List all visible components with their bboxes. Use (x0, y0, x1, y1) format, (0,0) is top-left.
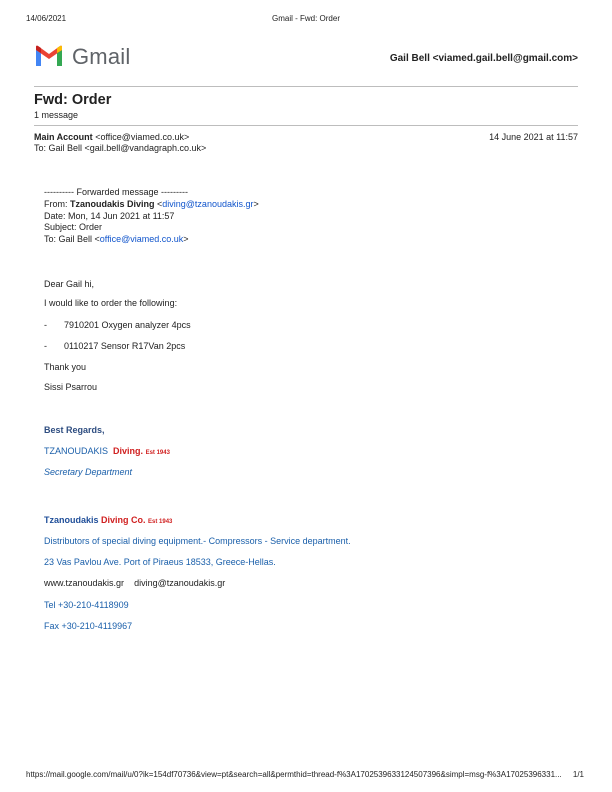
account-email: Gail Bell <viamed.gail.bell@gmail.com> (389, 53, 578, 64)
print-page: 1/1 (572, 770, 584, 779)
message-to: To: Gail Bell <gail.bell@vandagraph.co.uk> (34, 143, 207, 153)
letter-thanks: Thank you (44, 362, 87, 372)
forwarded-header: ---------- Forwarded message --------- (44, 187, 188, 197)
signature-fax: Fax +30-210-4119967 (44, 621, 133, 631)
signature-tagline: Distributors of special diving equipment.- Compressors - Service department. (44, 536, 351, 546)
forwarded-to-email[interactable]: office@viamed.co.uk (99, 234, 184, 244)
message-date: 14 June 2021 at 11:57 (489, 132, 578, 142)
letter-sender: Sissi Psarrou (44, 382, 98, 392)
signature-tel: Tel +30-210-4118909 (44, 600, 129, 610)
forwarded-sender-name: Tzanoudakis Diving (70, 199, 155, 209)
forwarded-from-label: From: (44, 199, 70, 209)
message-body (44, 0, 564, 792)
letter-greeting: Dear Gail hi, (44, 279, 95, 289)
list-bullet: - (44, 320, 47, 330)
forwarded-from-close: > (253, 199, 259, 209)
signature-address: 23 Vas Pavlou Ave. Port of Piraeus 18533, Greece-Hellas. (44, 557, 276, 567)
company-est: Est 1943 (145, 450, 170, 456)
list-item-text: 7910201 Oxygen analyzer 4pcs (64, 320, 191, 330)
forwarded-to-label: To: Gail Bell < (44, 234, 100, 244)
signature-company (44, 446, 170, 459)
forwarded-from-open: < (154, 199, 163, 209)
forwarded-to (44, 234, 189, 245)
thread-subject: Fwd: Order (34, 92, 112, 108)
sender-name: Main Account (34, 132, 93, 142)
signature-website[interactable]: www.tzanoudakis.gr (44, 578, 125, 588)
signature-email[interactable]: diving@tzanoudakis.gr (134, 578, 226, 588)
signature-company-2 (44, 515, 172, 528)
print-date: 14/06/2021 (26, 14, 67, 23)
company-name: TZANOUDAKIS (44, 446, 109, 456)
forwarded-subject: Subject: Order (44, 222, 103, 232)
forwarded-date: Date: Mon, 14 Jun 2021 at 11:57 (44, 211, 175, 221)
sender-email: <office@viamed.co.uk> (95, 132, 190, 142)
forwarded-from (44, 199, 259, 210)
letter-intro: I would like to order the following: (44, 298, 178, 308)
signature-department: Secretary Department (44, 467, 133, 477)
list-bullet: - (44, 341, 47, 351)
signature-regards: Best Regards, (44, 425, 105, 435)
list-item-text: 0110217 Sensor R17Van 2pcs (64, 341, 186, 351)
company-2-name: Tzanoudakis (44, 515, 99, 525)
company-2-tag: Diving Co. (101, 515, 146, 525)
message-count: 1 message (34, 110, 79, 120)
signature-contact (44, 578, 225, 589)
print-title: Gmail - Fwd: Order (271, 14, 340, 23)
company-tag: Diving. (113, 446, 144, 456)
forwarded-sender-email[interactable]: diving@tzanoudakis.gr (162, 199, 254, 209)
print-url: https://mail.google.com/mail/u/0?ik=154df70736&view=pt&search=all&permthid=thread-f%3A1702539633124507396&simpl=msg-f%3A17025396331... (26, 770, 562, 779)
list-item (44, 341, 186, 352)
gmail-wordmark: Gmail (72, 44, 131, 69)
company-2-est: Est 1943 (148, 519, 173, 525)
forwarded-to-close: > (183, 234, 189, 244)
list-item (44, 320, 191, 331)
